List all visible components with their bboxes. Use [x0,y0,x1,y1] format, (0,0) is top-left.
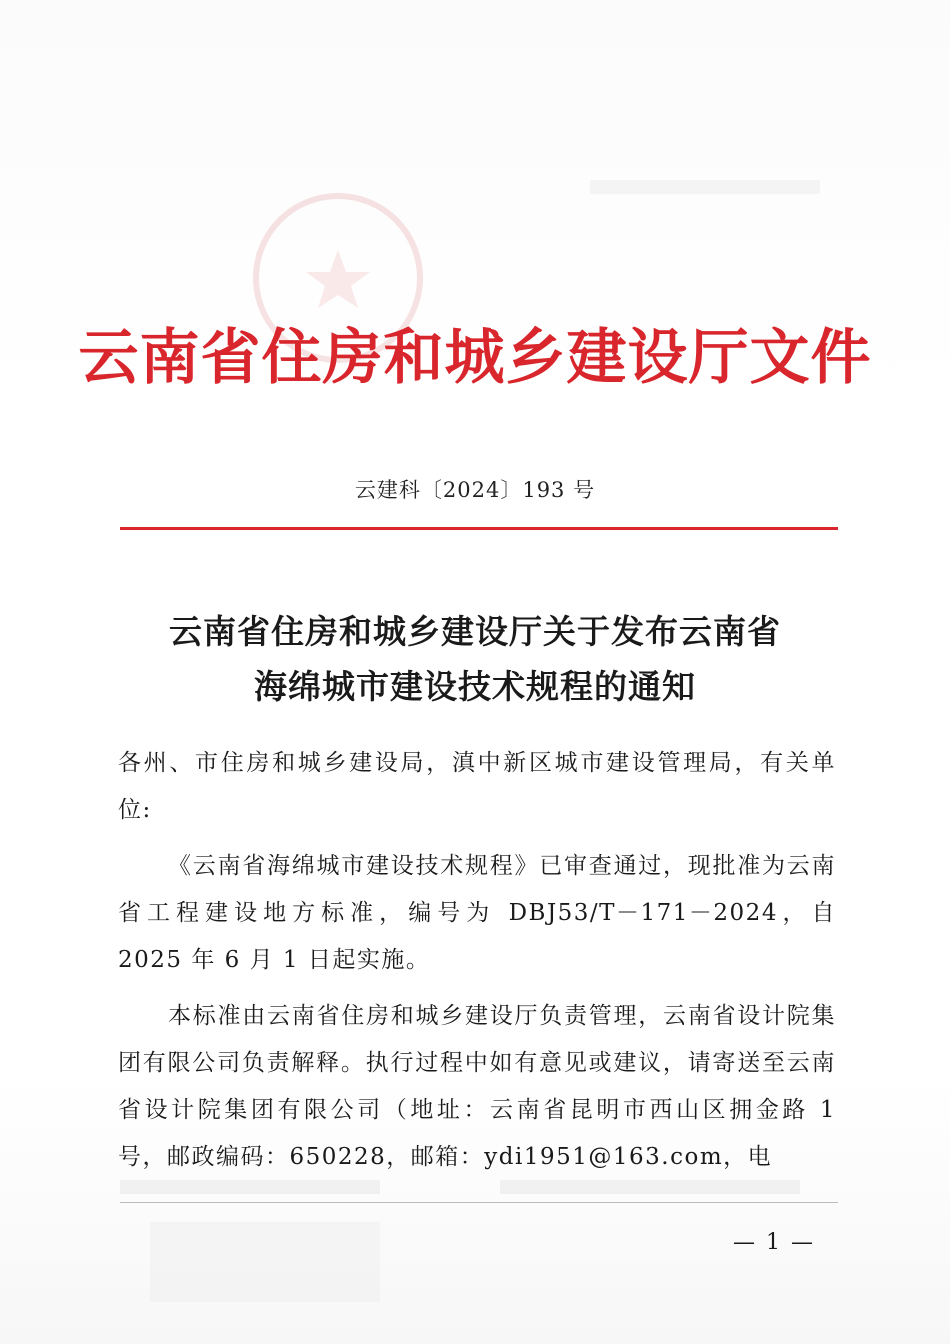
approval-paragraph: 《云南省海绵城市建设技术规程》已审查通过，现批准为云南省工程建设地方标准，编号为 DBJ53/T－171－2024，自 2025 年 6 月 1 日起实施。 [118,853,836,973]
issuing-authority-title: 云南省住房和城乡建设厅文件 [78,323,872,393]
notice-title [0,604,950,714]
notice-body [118,740,836,1190]
faint-footer-text [500,1180,800,1194]
red-divider-line [120,527,838,530]
faint-seal-star [306,250,370,308]
management-paragraph: 本标准由云南省住房和城乡建设厅负责管理，云南省设计院集团有限公司负责解释。执行过程中如有意见或建议，请寄送至云南省设计院集团有限公司（地址：云南省昆明市西山区拥金路 1 号，邮政编码：650228，邮箱：ydi1951@163.com，电 [118,1003,836,1170]
footer-divider-line [120,1202,838,1203]
document-number: 云建科〔2024〕193 号 [354,478,596,502]
faint-footer-text [120,1180,380,1194]
faint-text-block [590,180,820,194]
notice-title-line-1: 云南省住房和城乡建设厅关于发布云南省 [169,612,781,651]
faint-footer-block [150,1222,380,1302]
reverse-side-bleed [120,180,840,440]
notice-title-line-2: 海绵城市建设技术规程的通知 [254,667,696,706]
page-number: — 1 — [733,1230,815,1255]
addressee-paragraph: 各州、市住房和城乡建设局，滇中新区城市建设管理局，有关单位: [118,750,836,823]
